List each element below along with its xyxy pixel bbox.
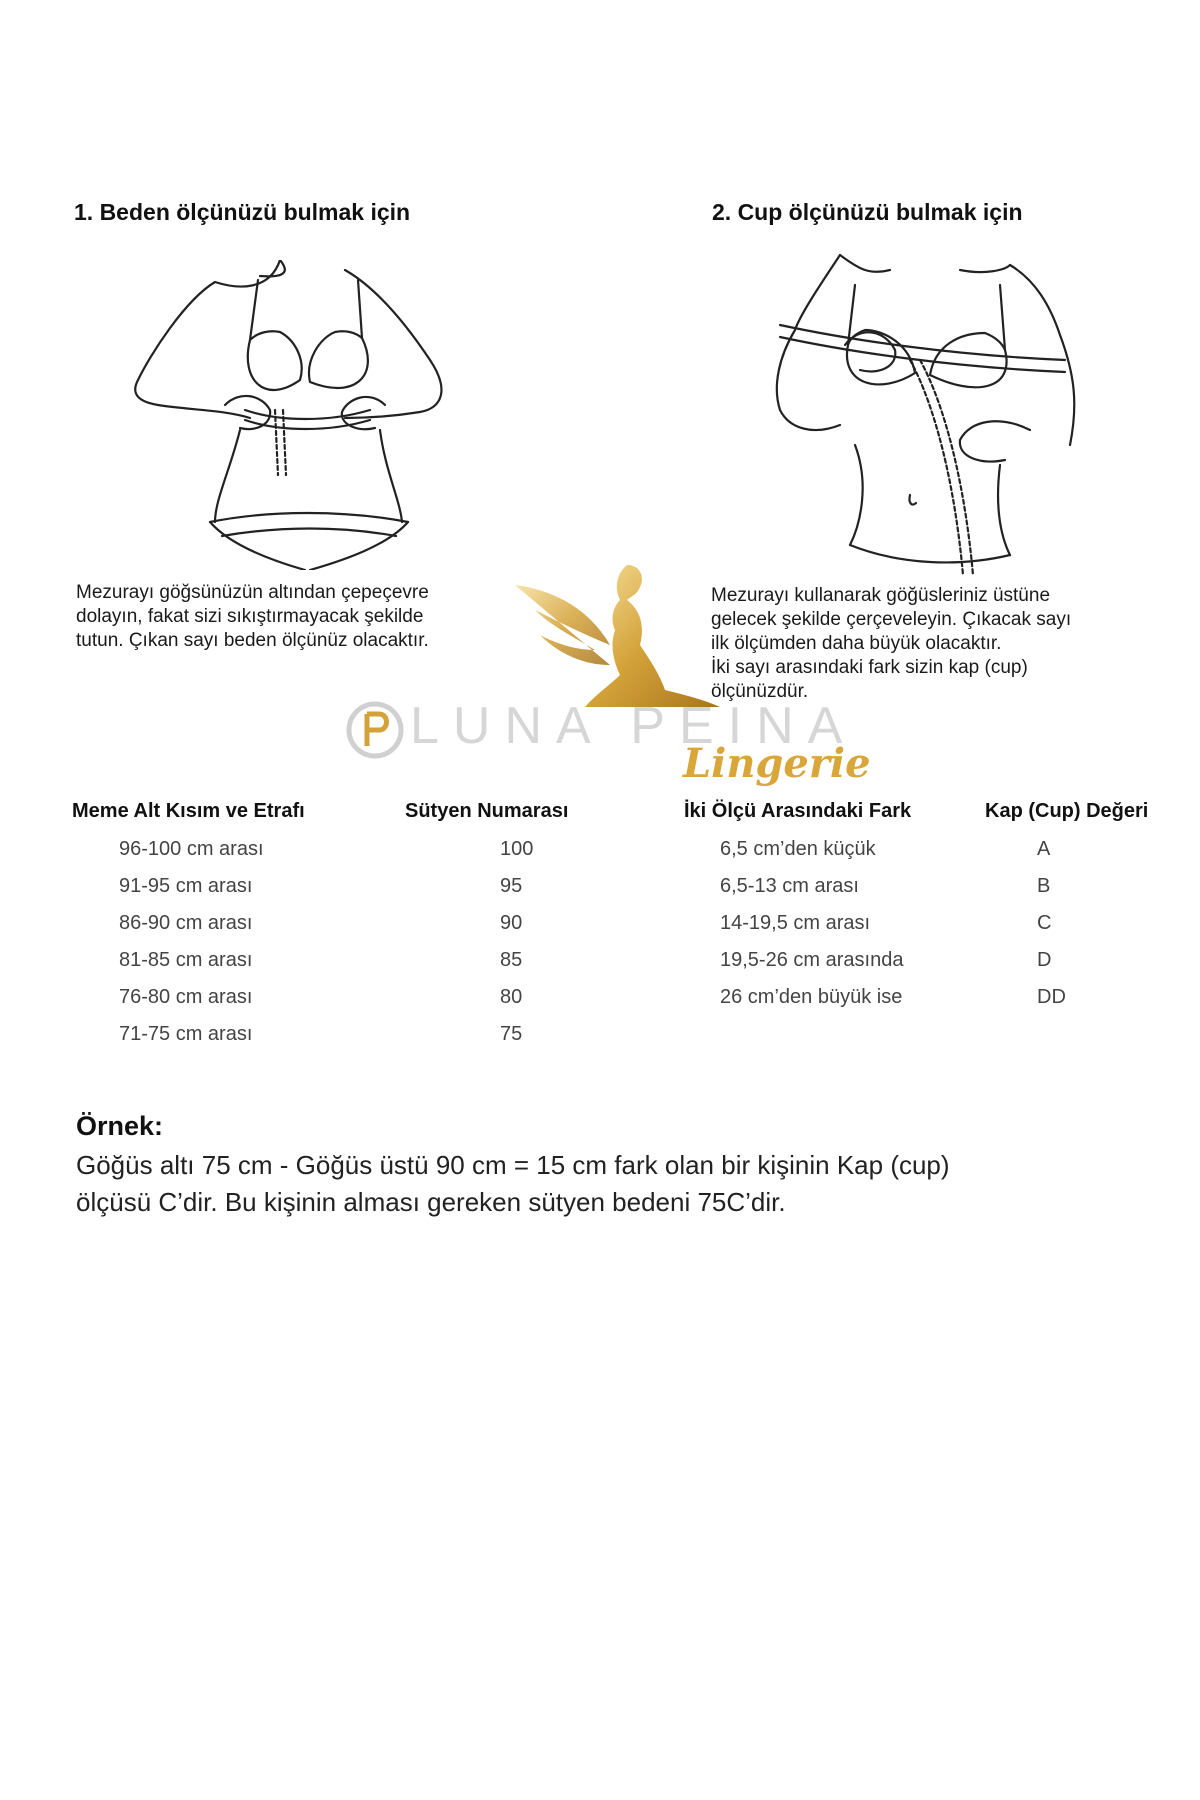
table2-header-difference: İki Ölçü Arasındaki Fark — [684, 800, 912, 822]
section1-description — [76, 581, 429, 653]
table-cell: D — [1037, 949, 1052, 971]
table-cell: 14-19,5 cm arası — [720, 912, 871, 934]
section1-desc-line: dolayın, fakat sizi sıkıştırmayacak şekilde — [76, 606, 424, 627]
underbust-measure-illustration — [130, 260, 460, 570]
table-cell: 85 — [500, 949, 523, 971]
table2-header-cup: Kap (Cup) Değeri — [985, 800, 1149, 822]
table-cell: 86-90 cm arası — [119, 912, 253, 934]
table-cell: 81-85 cm arası — [119, 949, 253, 971]
section2-desc-line: ölçünüzdür. — [711, 681, 809, 702]
overbust-measure-illustration — [760, 245, 1090, 575]
section2-description — [711, 584, 1071, 704]
table-cell: 76-80 cm arası — [119, 986, 253, 1008]
table-cell: 96-100 cm arası — [119, 838, 264, 860]
section2-heading: 2. Cup ölçünüzü bulmak için — [712, 199, 1023, 225]
brand-circle-icon — [345, 700, 405, 760]
table-cell: 90 — [500, 912, 523, 934]
table-cell: 95 — [500, 875, 523, 897]
table-cell: 91-95 cm arası — [119, 875, 253, 897]
table2-difference-column — [720, 831, 903, 1016]
example-line: ölçüsü C’dir. Bu kişinin alması gereken sütyen bedeni 75C’dir. — [76, 1187, 786, 1217]
example-title: Örnek: — [76, 1111, 164, 1141]
table2-cup-column — [1037, 831, 1066, 1016]
table1-header-underbust: Meme Alt Kısım ve Etrafı — [72, 800, 305, 822]
table-cell: 19,5-26 cm arasında — [720, 949, 904, 971]
table-cell: A — [1037, 838, 1051, 860]
table-cell: B — [1037, 875, 1051, 897]
section1-desc-line: tutun. Çıkan sayı beden ölçünüz olacaktır. — [76, 630, 429, 651]
section1-heading: 1. Beden ölçünüzü bulmak için — [74, 199, 411, 225]
table-cell: DD — [1037, 986, 1066, 1008]
brand-subtitle: Lingerie — [683, 740, 871, 787]
table-cell: 6,5 cm’den küçük — [720, 838, 876, 860]
example-line: Göğüs altı 75 cm - Göğüs üstü 90 cm = 15 cm fark olan bir kişinin Kap (cup) — [76, 1150, 950, 1180]
section2-desc-line: ilk ölçümden daha büyük olacaktır. — [711, 633, 1002, 654]
table-cell: 26 cm’den büyük ise — [720, 986, 903, 1008]
section2-desc-line: İki sayı arasındaki fark sizin kap (cup) — [711, 657, 1028, 678]
table-cell: 100 — [500, 838, 534, 860]
table-cell: 6,5-13 cm arası — [720, 875, 859, 897]
table-cell: 71-75 cm arası — [119, 1023, 253, 1045]
table-cell: 75 — [500, 1023, 523, 1045]
section2-desc-line: gelecek şekilde çerçeveleyin. Çıkacak sayı — [711, 609, 1072, 630]
angel-logo-icon — [515, 565, 720, 715]
section2-desc-line: Mezurayı kullanarak göğüsleriniz üstüne — [711, 585, 1051, 606]
table1-header-size: Sütyen Numarası — [405, 800, 569, 822]
table-cell: 80 — [500, 986, 523, 1008]
table-cell: C — [1037, 912, 1052, 934]
section1-desc-line: Mezurayı göğsünüzün altından çepeçevre — [76, 582, 429, 603]
table1-underbust-column — [119, 831, 264, 1053]
table1-size-column — [500, 831, 533, 1053]
brand-name: LUNA PEINA — [410, 697, 857, 755]
example-text — [76, 1147, 950, 1221]
